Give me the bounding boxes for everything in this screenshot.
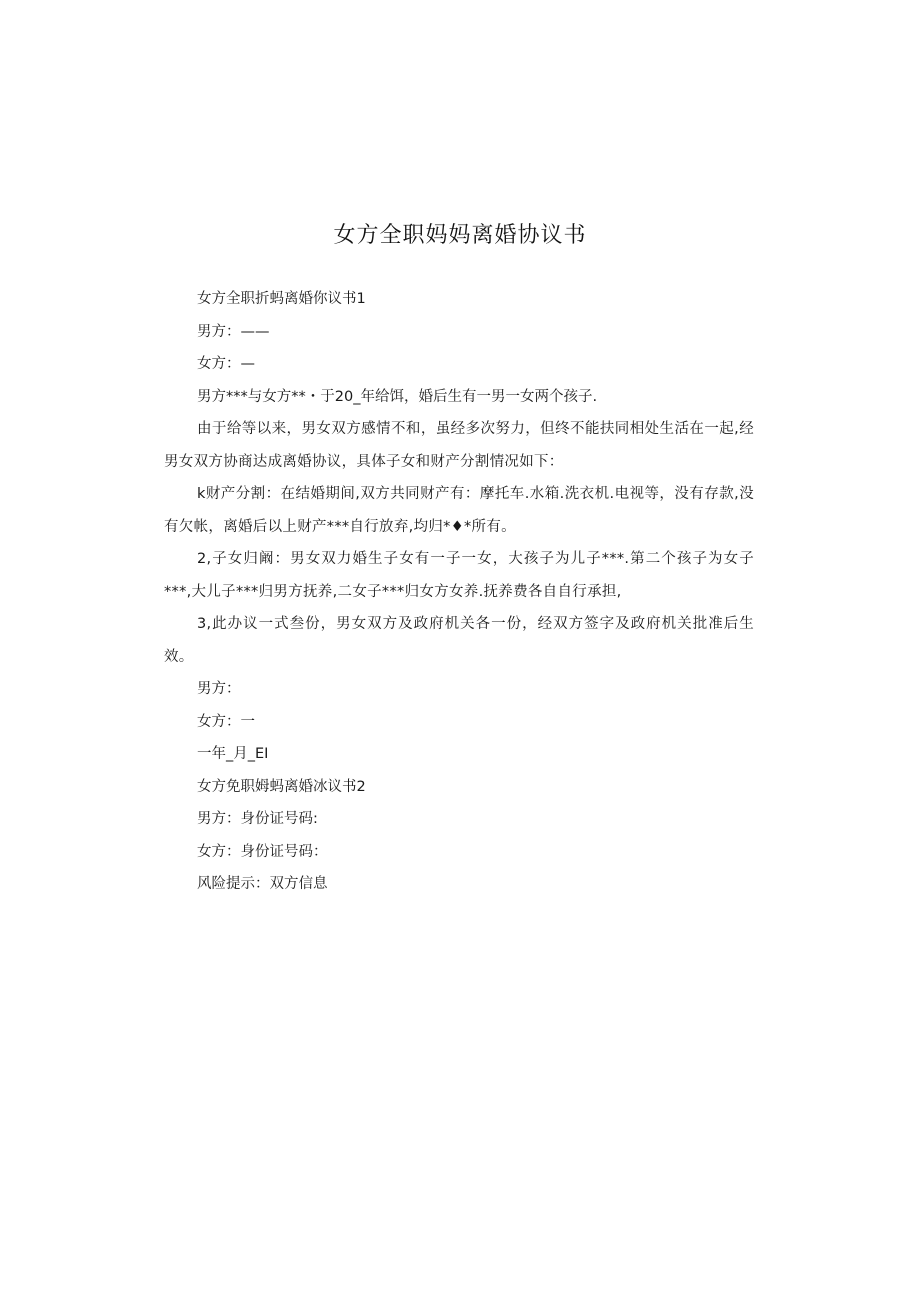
copies-paragraph: 3,此办议一式叁份，男女双方及政府机关各一份，经双方签字及政府机关批准后生效。: [164, 616, 754, 665]
man-id-line: 男方：身份证号码:: [197, 811, 318, 827]
man-line-1: 男方：——: [197, 323, 270, 340]
woman-line-1: 女方：—: [197, 356, 255, 372]
marriage-statement: 男方***与女方**・于20_年给饵，婚后生有一男一女两个孩子.: [197, 388, 598, 405]
date-line: 一年_月_EI: [197, 746, 269, 762]
divorce-reason-paragraph: 由于给等以来，男女双方感情不和，虽经多次努力，但终不能扶同相处生活在一起,经男女双方协商达成离婚协议，具体子女和财产分割情况如下：: [164, 421, 754, 470]
property-division-paragraph: k财产分割：在结婚期间,双方共同财产有：摩托车.水箱.洗衣机.电视等，没有存款,没有欠帐，离婚后以上财产***自行放弃,均归*♦*所有。: [164, 486, 754, 535]
risk-notice-line: 风险提示：双方信息: [197, 876, 328, 892]
agreement-heading-2: 女方免职姆蚂离婚冰议书2: [197, 778, 366, 795]
woman-id-line: 女方：身份证号码：: [197, 843, 328, 860]
child-custody-paragraph: 2,子女归阚：男女双力婚生子女有一子一女，大孩子为儿子***.第二个孩子为女子***,大儿子***归男方抚养,二女子***归女方女养.抚养费各自自行承担,: [164, 551, 754, 600]
woman-signature-line: 女方：一: [197, 713, 255, 730]
document-body: [164, 283, 754, 901]
document-title: 女方全职妈妈离婚协议书: [333, 223, 587, 248]
man-signature-line: 男方：: [197, 681, 241, 697]
agreement-heading-1: 女方全职折蚂离婚你议书1: [197, 291, 366, 307]
